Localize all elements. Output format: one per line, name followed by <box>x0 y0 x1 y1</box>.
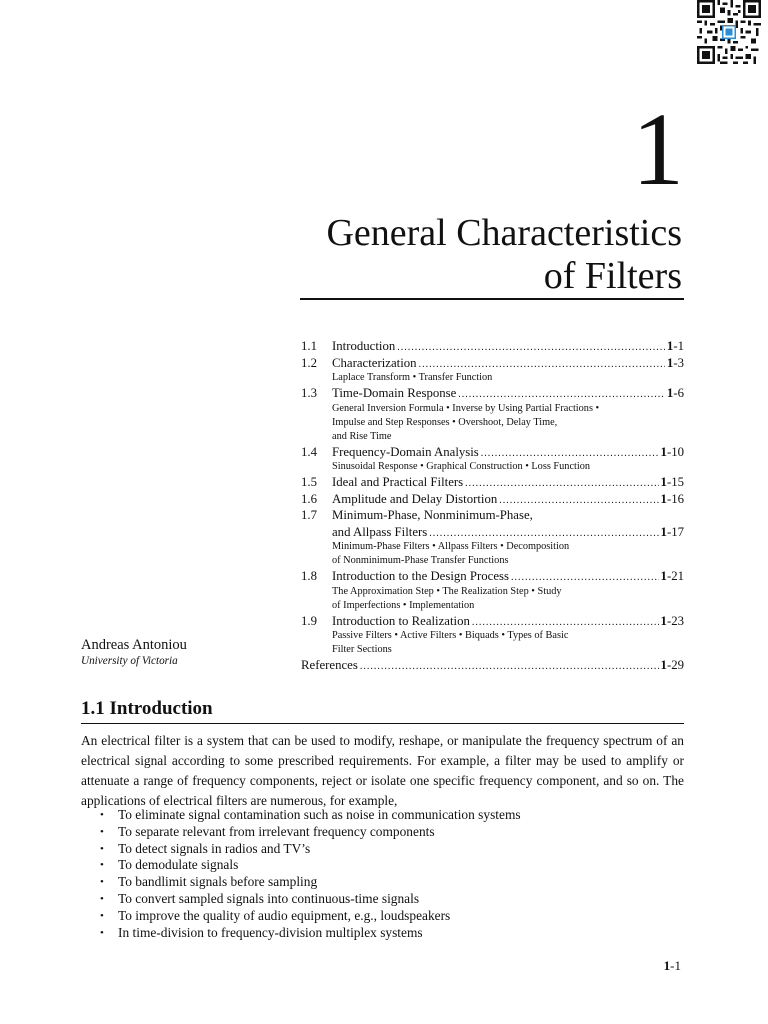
toc-subtopics: of Nonminimum-Phase Transfer Functions <box>332 555 509 566</box>
list-item: • To detect signals in radios and TV’s <box>100 841 521 858</box>
list-item: • To separate relevant from irrelevant frequency components <box>100 824 521 841</box>
toc-number: 1.4 <box>301 444 317 459</box>
toc-title[interactable]: Amplitude and Delay Distortion <box>332 491 498 506</box>
toc-number: 1.6 <box>301 491 317 506</box>
toc-page: 1-10 <box>660 444 684 459</box>
toc-number: 1.2 <box>301 355 317 370</box>
toc-entry-1-7[interactable] <box>301 507 684 568</box>
list-item: • In time-division to frequency-division multiplex systems <box>100 925 521 942</box>
toc-entry-1-1[interactable] <box>301 338 684 355</box>
toc-title[interactable]: Time-Domain Response <box>332 386 457 400</box>
toc-page: 1-23 <box>660 613 684 628</box>
applications-list <box>100 807 521 941</box>
page-number: 1-1 <box>663 958 681 973</box>
author-affiliation: University of Victoria <box>81 655 178 667</box>
toc-subtopics: Filter Sections <box>332 644 392 655</box>
toc-subtopics: and Rise Time <box>332 430 392 442</box>
toc-title[interactable]: Minimum-Phase, Nonminimum-Phase, <box>332 508 533 522</box>
toc-subtopics: Minimum-Phase Filters • Allpass Filters • Decomposition <box>332 541 570 552</box>
toc-page: 1-15 <box>660 475 684 489</box>
toc-entry-1-9[interactable] <box>301 613 684 658</box>
toc-entry-1-8[interactable] <box>301 568 684 613</box>
list-item: • To eliminate signal contamination such as noise in communication systems <box>100 807 521 824</box>
toc-title[interactable]: Introduction to the Design Process <box>332 569 509 583</box>
toc-page: 1-1 <box>666 339 684 353</box>
toc-title[interactable]: References <box>301 658 358 672</box>
section-heading: 1.1 Introduction <box>81 698 213 719</box>
toc-page: 1-17 <box>660 524 684 539</box>
list-item: • To bandlimit signals before sampling <box>100 874 521 891</box>
toc-subtopics: Sinusoidal Response • Graphical Construction • Loss Function <box>332 461 591 472</box>
toc-entry-1-5[interactable] <box>301 474 684 491</box>
toc-title[interactable]: Frequency-Domain Analysis <box>332 444 479 459</box>
toc-entry-1-4[interactable] <box>301 444 684 475</box>
toc-subtopics: The Approximation Step • The Realization Step • Study <box>332 585 562 597</box>
toc-title[interactable]: Characterization <box>332 355 417 370</box>
chapter-title-rule <box>300 298 684 300</box>
toc-number: 1.7 <box>301 508 317 522</box>
author-block <box>81 637 187 669</box>
chapter-title <box>326 212 682 298</box>
toc-number: 1.1 <box>301 339 317 353</box>
toc-entry-1-3[interactable] <box>301 385 684 444</box>
chapter-title-line: General Characteristics <box>326 212 682 254</box>
toc-subtopics: Passive Filters • Active Filters • Biquads • Types of Basic <box>332 630 569 641</box>
section-paragraph: An electrical filter is a system that can be used to modify, reshape, or manipulate the frequency spectrum of an electrical signal according to some prescribed requirements. For example, a filter may be used to amplify or attenuate a range of frequency components, reject or isolate one specific frequency component, and so on. The applications of electrical filters are numerous, for example, <box>81 733 684 808</box>
toc-subtopics: Laplace Transform • Transfer Function <box>332 372 493 383</box>
author-name: Andreas Antoniou <box>81 637 187 653</box>
chapter-title-line: of Filters <box>543 255 682 297</box>
toc-title[interactable]: Introduction <box>332 339 396 353</box>
toc-page: 1-6 <box>666 386 684 400</box>
toc-title[interactable]: Ideal and Practical Filters <box>332 475 464 489</box>
list-item: • To improve the quality of audio equipment, e.g., loudspeakers <box>100 908 521 925</box>
toc-entry-references[interactable] <box>301 657 684 674</box>
chapter-number: 1 <box>632 92 684 207</box>
toc-title-continued[interactable]: and Allpass Filters <box>332 524 428 539</box>
toc-page: 1-16 <box>660 491 684 506</box>
toc-leader-dots <box>360 659 659 676</box>
toc-entry-1-2[interactable] <box>301 355 684 386</box>
toc-subtopics: Impulse and Step Responses • Overshoot, Delay Time, <box>332 416 558 428</box>
toc-number: 1.3 <box>301 386 317 400</box>
toc-number: 1.5 <box>301 475 317 489</box>
toc-page: 1-21 <box>660 569 684 583</box>
toc-number: 1.8 <box>301 569 317 583</box>
table-of-contents <box>301 338 684 674</box>
toc-page: 1-3 <box>666 355 684 370</box>
toc-page: 1-29 <box>660 658 684 672</box>
toc-entry-1-6[interactable] <box>301 491 684 508</box>
list-item: • To convert sampled signals into continuous-time signals <box>100 891 521 908</box>
list-item: • To demodulate signals <box>100 857 521 874</box>
toc-number: 1.9 <box>301 613 317 628</box>
toc-title[interactable]: Introduction to Realization <box>332 613 470 628</box>
section-rule <box>81 723 684 724</box>
qr-code-icon <box>697 0 761 64</box>
toc-subtopics: General Inversion Formula • Inverse by Using Partial Fractions • <box>332 402 600 414</box>
toc-subtopics: of Imperfections • Implementation <box>332 599 475 611</box>
